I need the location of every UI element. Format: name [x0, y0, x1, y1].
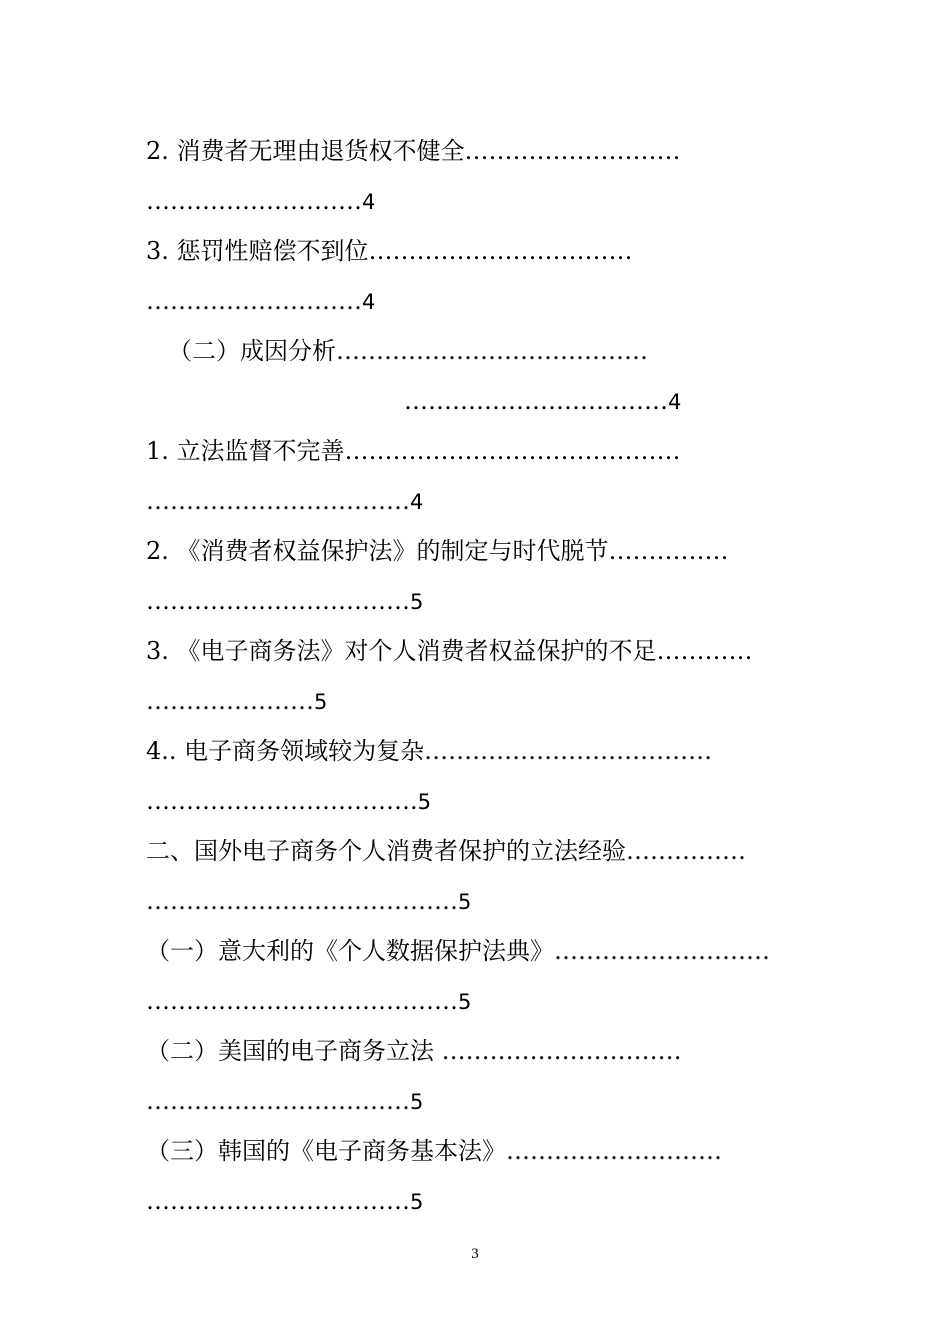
toc-leader-dots: …………………	[146, 687, 314, 715]
toc-leader-dots: …………	[656, 637, 753, 665]
toc-page-number: 5	[410, 1190, 424, 1214]
toc-entry-page	[146, 686, 327, 717]
toc-title: 2. 消费者无理由退货权不健全	[146, 137, 465, 165]
toc-leader-dots: ……………………………………	[344, 437, 681, 465]
toc-leader-dots: ………………………………	[424, 737, 713, 765]
toc-entry-title[interactable]	[146, 836, 746, 866]
toc-leader-dots: ………………………	[506, 1137, 722, 1165]
toc-page-number: 4	[362, 190, 376, 214]
toc-title: 二、国外电子商务个人消费者保护的立法经验	[146, 837, 626, 865]
toc-entry-page	[146, 886, 471, 917]
toc-entry-page	[404, 386, 681, 417]
toc-page-number: 5	[458, 890, 472, 914]
toc-leader-dots: ………………………	[146, 187, 362, 215]
toc-page-number: 4	[362, 290, 376, 314]
toc-entry-page	[146, 786, 431, 817]
toc-leader-dots: ……………………………	[146, 1187, 410, 1215]
toc-leader-dots: ……………………………	[368, 237, 633, 265]
toc-title: （三）韩国的《电子商务基本法》	[146, 1137, 506, 1165]
toc-page-number: 5	[417, 790, 432, 814]
toc-title: （一）意大利的《个人数据保护法典》	[146, 937, 554, 965]
toc-entry-page	[146, 986, 471, 1017]
toc-leader-dots: …………………………………	[146, 987, 458, 1015]
toc-entry-title[interactable]	[146, 136, 681, 166]
toc-entry-page	[146, 486, 423, 517]
toc-page-number: 4	[410, 490, 424, 514]
toc-title: 3. 惩罚性赔偿不到位	[146, 237, 369, 265]
toc-leader-dots: …………………………	[441, 1037, 682, 1065]
toc-entry-title[interactable]	[146, 1136, 722, 1166]
toc-entry-page	[146, 586, 423, 617]
toc-entry-title[interactable]	[146, 436, 681, 466]
toc-title: （二）成因分析	[168, 337, 336, 365]
toc-leader-dots: ……………	[608, 537, 729, 565]
toc-leader-dots: …………………………………	[146, 887, 458, 915]
toc-leader-dots: ………………………	[464, 137, 681, 165]
toc-leader-dots: ……………………………	[146, 487, 410, 515]
toc-leader-dots: ……………………………	[146, 1087, 410, 1115]
toc-leader-dots: ………………………	[146, 287, 362, 315]
toc-leader-dots: ……………………………	[404, 387, 668, 415]
toc-entry-title[interactable]	[146, 1036, 682, 1066]
toc-entry-page	[146, 286, 375, 317]
toc-page-number: 4	[668, 390, 682, 414]
toc-title: （二）美国的电子商务立法	[146, 1037, 442, 1065]
toc-entry-title[interactable]	[146, 636, 753, 666]
toc-leader-dots: ……………	[626, 837, 746, 865]
toc-entry-title[interactable]	[146, 736, 712, 766]
toc-title: 2. 《消费者权益保护法》的制定与时代脱节	[146, 537, 609, 565]
toc-page-number: 5	[410, 590, 424, 614]
toc-title: 3. 《电子商务法》对个人消费者权益保护的不足	[146, 637, 657, 665]
toc-entry-title[interactable]	[146, 236, 633, 266]
toc-page-number: 5	[410, 1090, 424, 1114]
toc-page-number: 5	[314, 690, 328, 714]
toc-entry-title[interactable]	[146, 536, 729, 566]
toc-entry-page	[146, 1186, 423, 1217]
toc-leader-dots: ………………………	[554, 937, 770, 965]
toc-entry-page	[146, 186, 375, 217]
page-footer-number: 3	[471, 1246, 479, 1262]
toc-title: 4.. 电子商务领域较为复杂	[146, 737, 425, 765]
toc-entry-title[interactable]	[146, 936, 770, 966]
toc-leader-dots: …………………………….	[146, 787, 418, 815]
toc-page-number: 5	[458, 990, 472, 1014]
toc-entry-page	[146, 1086, 423, 1117]
toc-leader-dots: ……………………………	[146, 587, 410, 615]
toc-title: 1. 立法监督不完善	[146, 437, 345, 465]
toc-leader-dots: …………………………………	[336, 337, 648, 365]
toc-entry-title[interactable]	[168, 336, 648, 366]
